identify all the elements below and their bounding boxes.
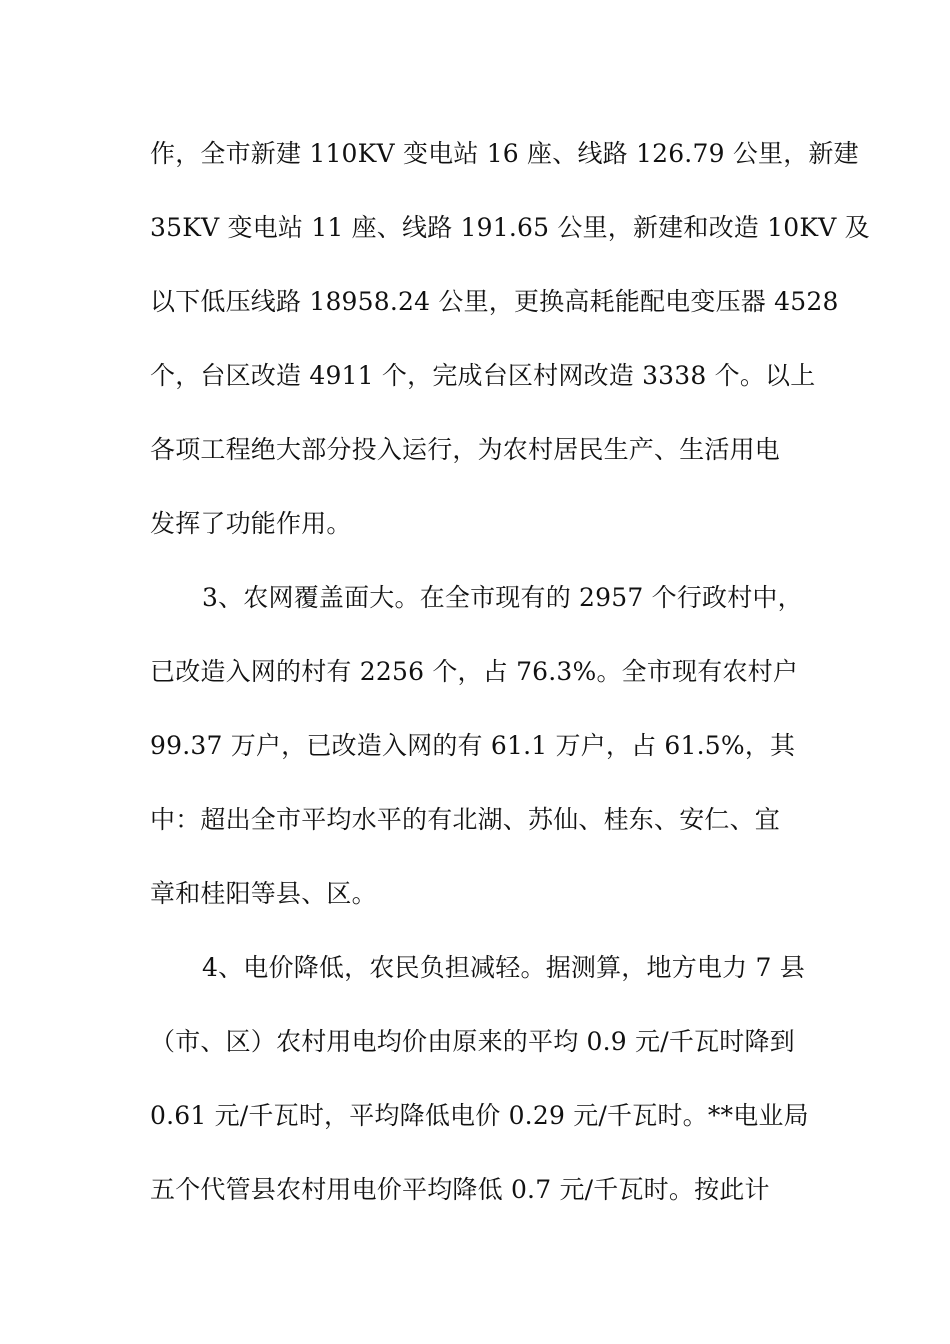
paragraph-line: 发挥了功能作用。 <box>150 509 352 538</box>
paragraph-line: 以下低压线路 18958.24 公里，更换高耗能配电变压器 4528 <box>150 287 839 316</box>
paragraph-line: 35KV 变电站 11 座、线路 191.65 公里，新建和改造 10KV 及 <box>150 213 870 242</box>
paragraph-line: 中：超出全市平均水平的有北湖、苏仙、桂东、安仁、宜 <box>150 805 781 834</box>
paragraph-start-line: 3、农网覆盖面大。在全市现有的 2957 个行政村中， <box>202 583 803 612</box>
paragraph-line: 0.61 元/千瓦时，平均降低电价 0.29 元/千瓦时。**电业局 <box>150 1101 809 1130</box>
paragraph-line: 章和桂阳等县、区。 <box>150 879 377 908</box>
paragraph-start-line: 4、电价降低，农民负担减轻。据测算，地方电力 7 县 <box>202 953 805 982</box>
paragraph-line: 各项工程绝大部分投入运行，为农村居民生产、生活用电 <box>150 435 781 464</box>
paragraph-line: 个，台区改造 4911 个，完成台区村网改造 3338 个。以上 <box>150 361 816 390</box>
paragraph-line: （市、区）农村用电均价由原来的平均 0.9 元/千瓦时降到 <box>150 1027 795 1056</box>
paragraph-line: 已改造入网的村有 2256 个，占 76.3%。全市现有农村户 <box>150 657 799 686</box>
paragraph-line: 作，全市新建 110KV 变电站 16 座、线路 126.79 公里，新建 <box>150 139 859 168</box>
paragraph-line: 五个代管县农村用电价平均降低 0.7 元/千瓦时。按此计 <box>150 1175 770 1204</box>
paragraph-line: 99.37 万户，已改造入网的有 61.1 万户，占 61.5%，其 <box>150 731 796 760</box>
